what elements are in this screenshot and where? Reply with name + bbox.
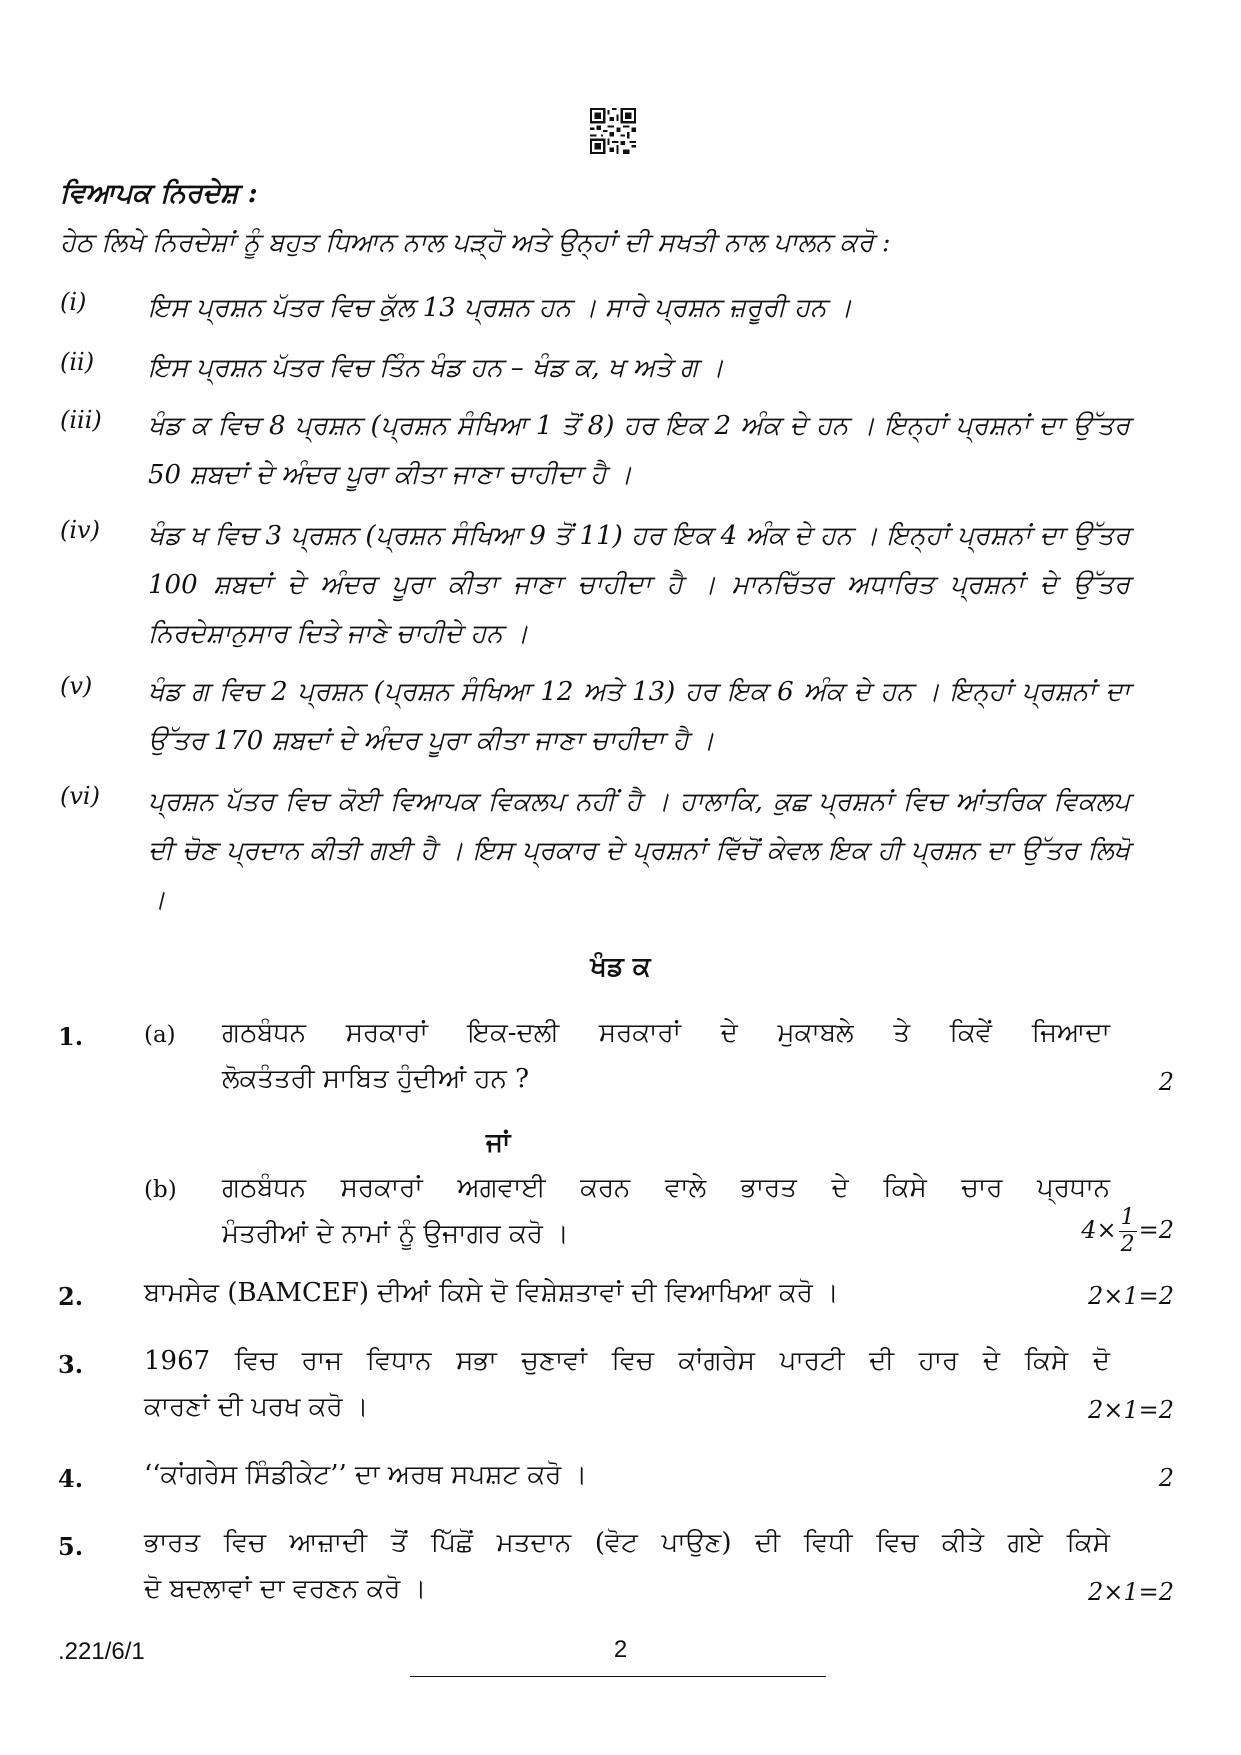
question-line: ਕਾਰਣਾਂ ਦੀ ਪਰਖ ਕਰੋ । <box>144 1392 369 1422</box>
instruction-text: ਖੰਡ ਖ ਵਿਚ 3 ਪ੍ਰਸ਼ਨ (ਪ੍ਰਸ਼ਨ ਸੰਖਿਆ 9 ਤੋਂ 11) ਹਰ ਇਕ 4 ਅੰਕ ਦੇ ਹਨ । ਇਨ੍ਹਾਂ ਪ੍ਰਸ਼ਨਾਂ ਦਾ ਉੱਤਰ 100 ਸ਼ਬਦਾਂ ਦੇ ਅੰਦਰ ਪੂਰਾ ਕੀਤਾ ਜਾਣਾ ਚਾਹੀਦਾ ਹੈ । ਮਾਨਚਿੱਤਰ ਅਧਾਰਿਤ ਪ੍ਰਸ਼ਨਾਂ ਦੇ ਉੱਤਰ ਨਿਰਦੇਸ਼ਾਨੁਸਾਰ ਦਿਤੇ ਜਾਣੇ ਚਾਹੀਦੇ ਹਨ । <box>148 521 1130 649</box>
question-number: 3. <box>58 1350 84 1379</box>
instruction-number: (iv) <box>60 516 100 544</box>
question-number: 2. <box>58 1282 84 1311</box>
general-instructions-heading: ਵਿਆਪਕ ਨਿਰਦੇਸ਼ : <box>60 178 258 209</box>
instructions-intro: ਹੇਠ ਲਿਖੇ ਨਿਰਦੇਸ਼ਾਂ ਨੂੰ ਬਹੁਤ ਧਿਆਨ ਨਾਲ ਪੜ੍ਹੋ ਅਤੇ ਉਨ੍ਹਾਂ ਦੀ ਸਖਤੀ ਨਾਲ ਪਾਲਨ ਕਰੋ : <box>60 228 891 258</box>
instruction-text: ਖੰਡ ਗ ਵਿਚ 2 ਪ੍ਰਸ਼ਨ (ਪ੍ਰਸ਼ਨ ਸੰਖਿਆ 12 ਅਤੇ 13) ਹਰ ਇਕ 6 ਅੰਕ ਦੇ ਹਨ । ਇਨ੍ਹਾਂ ਪ੍ਰਸ਼ਨਾਂ ਦਾ ਉੱਤਰ 170 ਸ਼ਬਦਾਂ ਦੇ ਅੰਦਰ ਪੂਰਾ ਕੀਤਾ ਜਾਣਾ ਚਾਹੀਦਾ ਹੈ । <box>148 677 1130 756</box>
question-text <box>222 1165 1110 1257</box>
question-line: ਮੰਤਰੀਆਂ ਦੇ ਨਾਮਾਂ ਨੂੰ ਉਜਾਗਰ ਕਰੋ । <box>222 1219 569 1249</box>
question-number: 5. <box>58 1532 84 1561</box>
question-text <box>222 1010 1110 1102</box>
question-text <box>144 1520 1110 1612</box>
sub-question-label: (b) <box>144 1177 177 1203</box>
instruction-number: (vi) <box>60 782 100 810</box>
instruction-text: ਖੰਡ ਕ ਵਿਚ 8 ਪ੍ਰਸ਼ਨ (ਪ੍ਰਸ਼ਨ ਸੰਖਿਆ 1 ਤੋਂ 8) ਹਰ ਇਕ 2 ਅੰਕ ਦੇ ਹਨ । ਇਨ੍ਹਾਂ ਪ੍ਰਸ਼ਨਾਂ ਦਾ ਉੱਤਰ 50 ਸ਼ਬਦਾਂ ਦੇ ਅੰਦਰ ਪੂਰਾ ਕੀਤਾ ਜਾਣਾ ਚਾਹੀਦਾ ਹੈ । <box>148 411 1130 490</box>
question-line: 1967 ਵਿਚ ਰਾਜ ਵਿਧਾਨ ਸਭਾ ਚੁਣਾਵਾਂ ਵਿਚ ਕਾਂਗਰੇਸ ਪਾਰਟੀ ਦੀ ਹਾਰ ਦੇ ਕਿਸੇ ਦੋ <box>144 1346 1110 1376</box>
sub-question-label: (a) <box>144 1022 176 1048</box>
instruction-number: (iii) <box>60 406 102 434</box>
question-text: ‘‘ਕਾਂਗਰੇਸ ਸਿੰਡੀਕੇਟ’’ ਦਾ ਅਰਥ ਸਪਸ਼ਟ ਕਰੋ । <box>144 1460 588 1490</box>
section-a-title: ਖੰਡ ਕ <box>590 952 651 982</box>
marks: 2 <box>1158 1068 1174 1096</box>
fraction-numerator: 1 <box>1120 1205 1135 1230</box>
qr-code-icon <box>590 108 636 154</box>
marks <box>1081 1205 1174 1258</box>
marks: 2×1=2 <box>1087 1396 1174 1424</box>
question-number: 4. <box>58 1464 84 1493</box>
or-label: ਜਾਂ <box>486 1128 511 1158</box>
instruction-number: (i) <box>60 288 87 316</box>
question-line: ਗਠਬੰਧਨ ਸਰਕਾਰਾਂ ਇਕ-ਦਲੀ ਸਰਕਾਰਾਂ ਦੇ ਮੁਕਾਬਲੇ ਤੇ ਕਿਵੇਂ ਜਿਆਦਾ <box>222 1018 1110 1048</box>
question-text: ਬਾਮਸੇਫ (BAMCEF) ਦੀਆਂ ਕਿਸੇ ਦੋ ਵਿਸ਼ੇਸ਼ਤਾਵਾਂ ਦੀ ਵਿਆਖਿਆ ਕਰੋ । <box>144 1278 839 1308</box>
fraction-denominator: 2 <box>1120 1232 1135 1257</box>
question-line: ਲੋਕਤੰਤਰੀ ਸਾਬਿਤ ਹੁੰਦੀਆਂ ਹਨ ? <box>222 1064 530 1094</box>
marks-suffix: =2 <box>1138 1216 1174 1244</box>
marks: 2×1=2 <box>1087 1282 1174 1310</box>
question-number: 1. <box>58 1022 84 1051</box>
marks-prefix: 4× <box>1081 1216 1117 1244</box>
instruction-text: ਇਸ ਪ੍ਰਸ਼ਨ ਪੱਤਰ ਵਿਚ ਕੁੱਲ 13 ਪ੍ਰਸ਼ਨ ਹਨ । ਸਾਰੇ ਪ੍ਰਸ਼ਨ ਜ਼ਰੂਰੀ ਹਨ । <box>148 293 853 323</box>
fraction <box>1119 1205 1137 1258</box>
instruction-text: ਪ੍ਰਸ਼ਨ ਪੱਤਰ ਵਿਚ ਕੋਈ ਵਿਆਪਕ ਵਿਕਲਪ ਨਹੀਂ ਹੈ । ਹਾਲਾਕਿ, ਕੁਛ ਪ੍ਰਸ਼ਨਾਂ ਵਿਚ ਆਂਤਰਿਕ ਵਿਕਲਪ ਦੀ ਚੋਣ ਪ੍ਰਦਾਨ ਕੀਤੀ ਗਈ ਹੈ । ਇਸ ਪ੍ਰਕਾਰ ਦੇ ਪ੍ਰਸ਼ਨਾਂ ਵਿੱਚੋਂ ਕੇਵਲ ਇਕ ਹੀ ਪ੍ਰਸ਼ਨ ਦਾ ਉੱਤਰ ਲਿਖੋ । <box>148 787 1130 915</box>
footer-rule <box>410 1676 826 1677</box>
question-text <box>144 1338 1110 1430</box>
page-number: 2 <box>613 1636 628 1663</box>
instruction-text: ਇਸ ਪ੍ਰਸ਼ਨ ਪੱਤਰ ਵਿਚ ਤਿੰਨ ਖੰਡ ਹਨ – ਖੰਡ ਕ, ਖ ਅਤੇ ਗ । <box>148 353 724 383</box>
question-line: ਗਠਬੰਧਨ ਸਰਕਾਰਾਂ ਅਗਵਾਈ ਕਰਨ ਵਾਲੇ ਭਾਰਤ ਦੇ ਕਿਸੇ ਚਾਰ ਪ੍ਰਧਾਨ <box>222 1173 1110 1203</box>
marks: 2×1=2 <box>1087 1578 1174 1606</box>
question-line: ਭਾਰਤ ਵਿਚ ਆਜ਼ਾਦੀ ਤੋਂ ਪਿੱਛੋਂ ਮਤਦਾਨ (ਵੋਟ ਪਾਉਣ) ਦੀ ਵਿਧੀ ਵਿਚ ਕੀਤੇ ਗਏ ਕਿਸੇ <box>144 1528 1110 1558</box>
paper-code: .221/6/1 <box>58 1638 145 1665</box>
marks: 2 <box>1158 1464 1174 1492</box>
question-line: ਦੋ ਬਦਲਾਵਾਂ ਦਾ ਵਰਣਨ ਕਰੋ । <box>144 1574 427 1604</box>
instruction-number: (v) <box>60 672 93 700</box>
instruction-number: (ii) <box>60 348 95 376</box>
